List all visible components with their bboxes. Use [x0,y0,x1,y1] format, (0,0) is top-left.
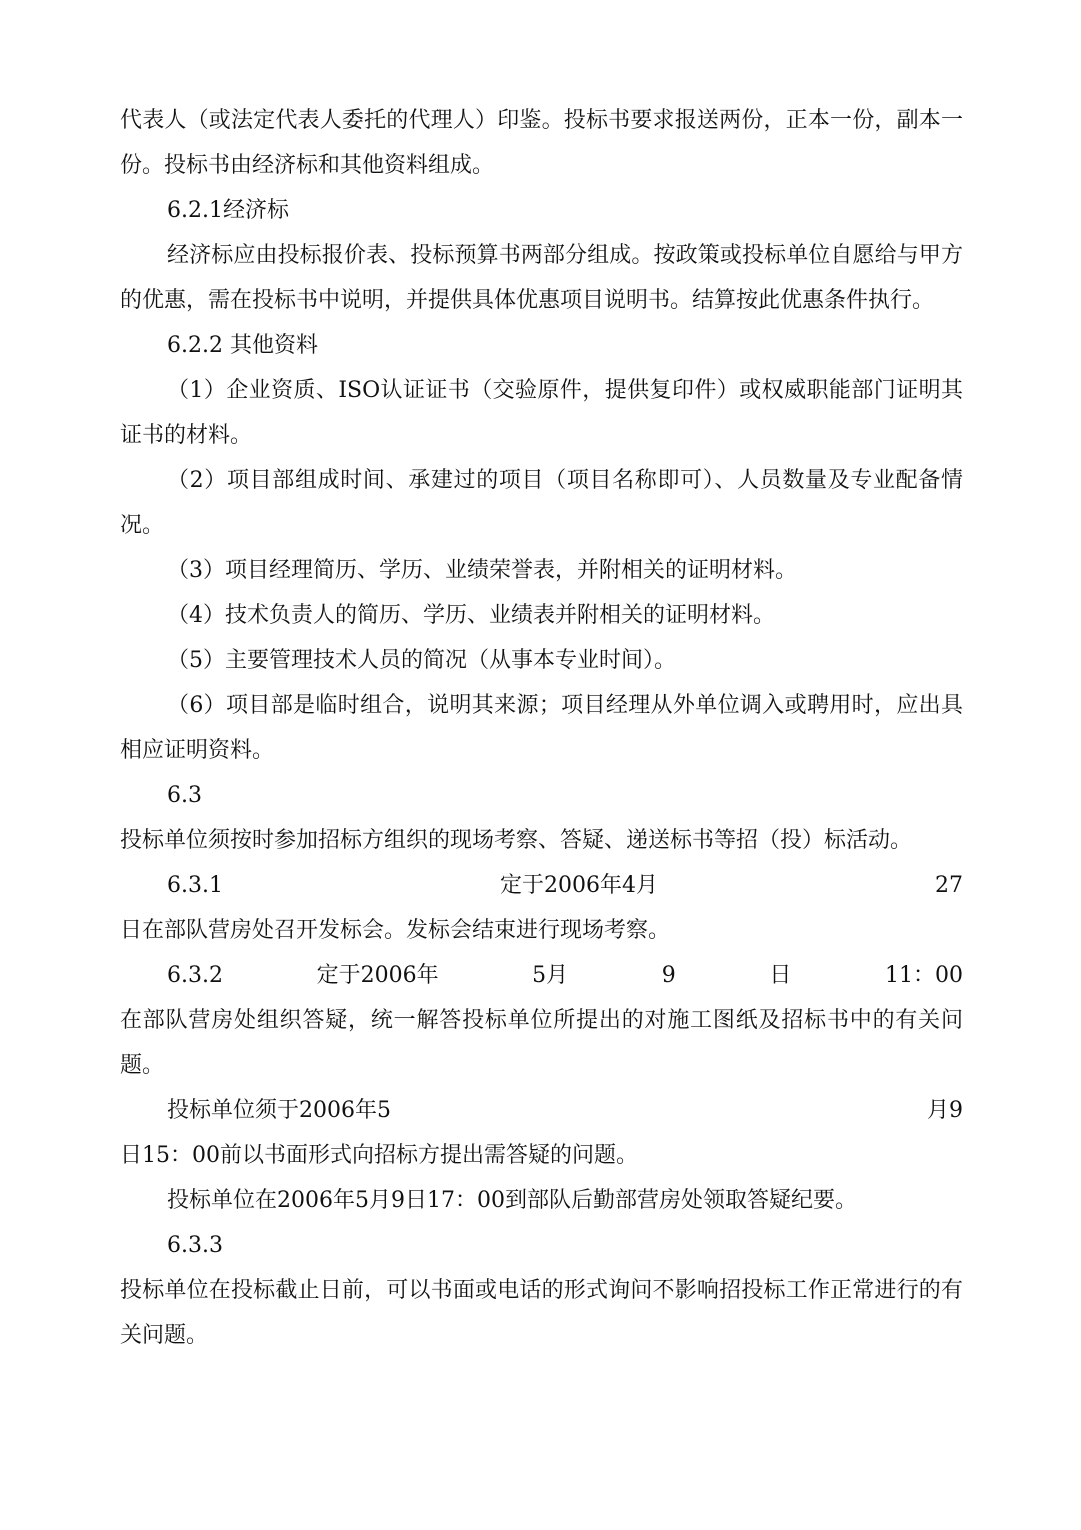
text-deadline-end: 月9 [927,1098,963,1123]
list-item-4: （4）技术负责人的简历、学历、业绩表并附相关的证明材料。 [167,603,775,628]
section-number-6-3-2: 6.3.2 [167,963,223,988]
line-6-3-2 [120,953,963,998]
section-number-6-3-1: 6.3.1 [167,873,223,898]
list-item-1: （1）企业资质、ISO认证证书（交验原件，提供复印件）或权威职能部门证明其证书的材料。 [120,378,963,448]
text-deadline-start: 投标单位须于2006年5 [167,1098,391,1123]
text-month: 5月 [532,963,569,988]
list-item-5: （5）主要管理技术人员的简况（从事本专业时间）。 [167,648,676,673]
paragraph-collect-minutes: 投标单位在2006年5月9日17：00到部队后勤部营房处领取答疑纪要。 [167,1188,857,1213]
text-year: 定于2006年 [316,963,439,988]
paragraph-activities: 投标单位须按时参加招标方组织的现场考察、答疑、递送标书等招（投）标活动。 [120,828,913,853]
line-deadline [120,1088,963,1133]
heading-6-3: 6.3 [167,783,202,808]
paragraph-inquiries: 投标单位在投标截止日前，可以书面或电话的形式询问不影响招投标工作正常进行的有关问题。 [120,1278,963,1348]
list-item-2: （2）项目部组成时间、承建过的项目（项目名称即可）、人员数量及专业配备情况。 [120,468,963,538]
text-date-april: 定于2006年4月 [499,873,658,898]
heading-6-3-3: 6.3.3 [167,1233,223,1258]
paragraph-qa: 在部队营房处组织答疑，统一解答投标单位所提出的对施工图纸及招标书中的有关问题。 [120,1008,963,1078]
paragraph-bid-meeting: 日在部队营房处召开发标会。发标会结束进行现场考察。 [120,918,671,943]
paragraph-economic-bid: 经济标应由投标报价表、投标预算书两部分组成。按政策或投标单位自愿给与甲方的优惠，需在投标书中说明，并提供具体优惠项目说明书。结算按此优惠条件执行。 [120,243,963,313]
document-body [120,98,963,1358]
list-item-3: （3）项目经理简历、学历、业绩荣誉表，并附相关的证明材料。 [167,558,797,583]
paragraph-written-questions: 日15：00前以书面形式向招标方提出需答疑的问题。 [120,1143,638,1168]
text-day-27: 27 [934,873,963,898]
list-item-6: （6）项目部是临时组合，说明其来源；项目经理从外单位调入或聘用时，应出具相应证明资料。 [120,693,963,763]
line-6-3-1 [120,863,963,908]
heading-6-2-1: 6.2.1经济标 [167,198,289,223]
paragraph-seal-copies: 代表人（或法定代表人委托的代理人）印鉴。投标书要求报送两份，正本一份，副本一份。投标书由经济标和其他资料组成。 [120,108,963,178]
text-day-char: 日 [769,963,792,988]
text-time: 11：00 [884,963,963,988]
text-day-number: 9 [661,963,676,988]
heading-6-2-2: 6.2.2 其他资料 [167,333,318,358]
